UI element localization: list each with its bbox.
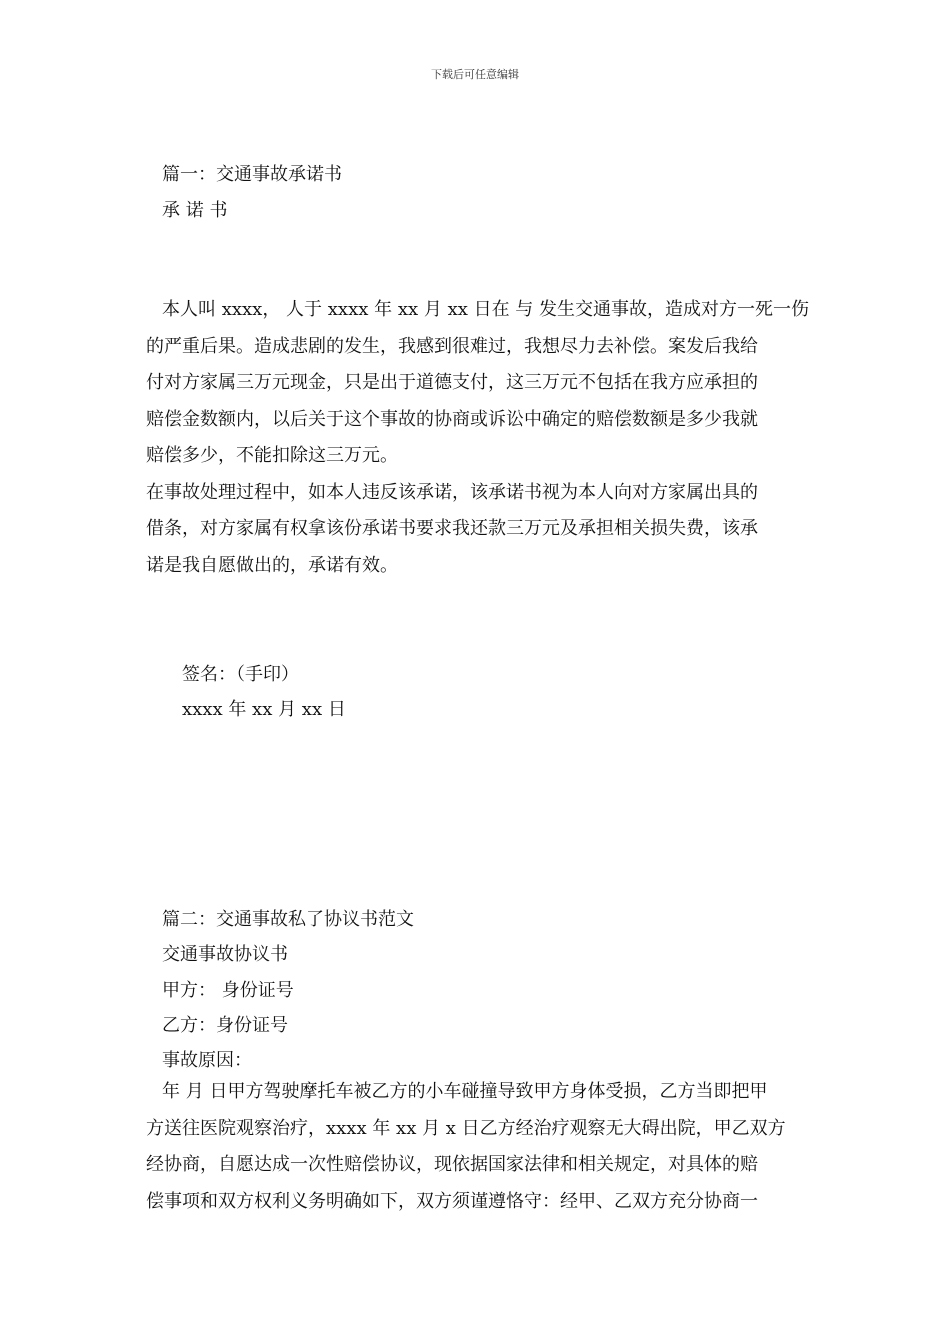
section2-body xyxy=(146,1074,806,1220)
section1-heading: 篇一：交通事故承诺书 xyxy=(162,164,342,185)
header-note: 下载后可任意编辑 xyxy=(431,68,519,81)
section2-title: 交通事故协议书 xyxy=(162,944,288,965)
party-b-line: 乙方：身份证号 xyxy=(162,1015,288,1036)
body-line: 方送往医院观察治疗，xxxx 年 xx 月 x 日乙方经治疗观察无大碍出院，甲乙双方 xyxy=(146,1117,786,1139)
signature-line: 签名：（手印） xyxy=(182,664,299,685)
body-line: 偿事项和双方权利义务明确如下，双方须谨遵恪守：经甲、乙双方充分协商一 xyxy=(146,1190,758,1212)
body-line: 赔偿多少，不能扣除这三万元。 xyxy=(146,445,398,466)
body-line: 诺是我自愿做出的，承诺有效。 xyxy=(146,554,398,576)
section2-heading: 篇二：交通事故私了协议书范文 xyxy=(162,909,414,930)
body-line: 借条，对方家属有权拿该份承诺书要求我还款三万元及承担相关损失费，该承 xyxy=(146,518,758,539)
body-line: 在事故处理过程中，如本人违反该承诺，该承诺书视为本人向对方家属出具的 xyxy=(146,481,758,503)
body-line: 赔偿金数额内，以后关于这个事故的协商或诉讼中确定的赔偿数额是多少我就 xyxy=(146,408,758,430)
body-line: 本人叫 xxxx， 人于 xxxx 年 xx 月 xx 日在 与 发生交通事故，造成对方一死一伤 xyxy=(162,299,810,320)
date-line: xxxx 年 xx 月 xx 日 xyxy=(182,699,346,720)
body-line: 的严重后果。造成悲剧的发生，我感到很难过，我想尽力去补偿。案发后我给 xyxy=(146,335,758,357)
body-line: 年 月 日甲方驾驶摩托车被乙方的小车碰撞导致甲方身体受损，乙方当即把甲 xyxy=(162,1081,768,1102)
section1-title: 承 诺 书 xyxy=(162,200,228,221)
section1-body xyxy=(146,292,810,584)
body-line: 付对方家属三万元现金，只是出于道德支付，这三万元不包括在我方应承担的 xyxy=(146,372,758,393)
body-line: 经协商，自愿达成一次性赔偿协议，现依据国家法律和相关规定，对具体的赔 xyxy=(146,1154,758,1175)
party-a-line: 甲方： 身份证号 xyxy=(162,980,294,1001)
cause-label: 事故原因： xyxy=(162,1050,252,1071)
